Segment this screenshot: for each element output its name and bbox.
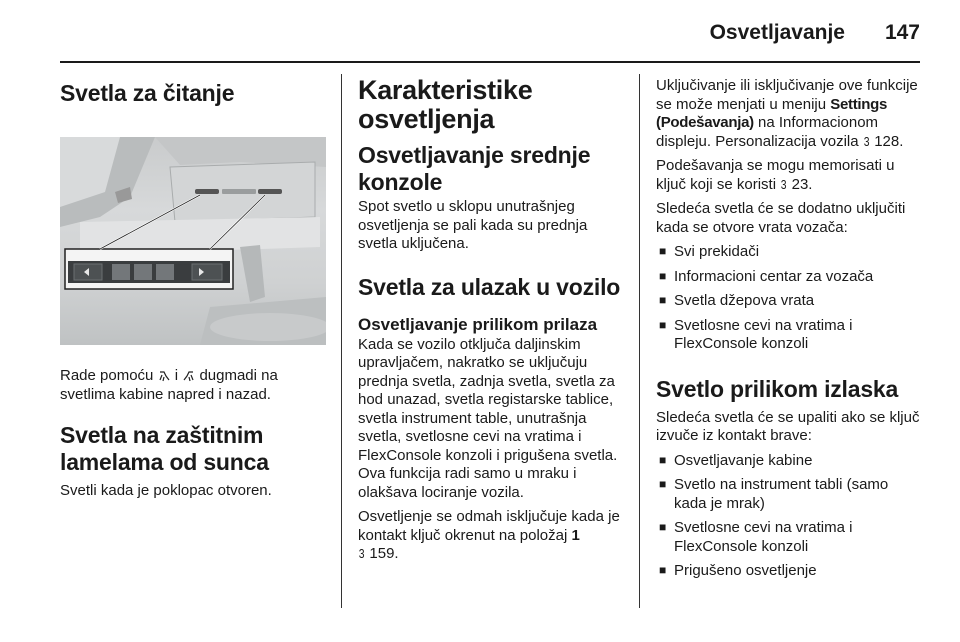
approach-text-2: Osvetljenje se odmah isključuje kada je kontakt ključ okrenut na položaj 1 3 159. — [358, 508, 620, 562]
list-item: ■ Svetlosne cevi na vratima i FlexConsole konzoli — [656, 317, 924, 354]
page-reference-link[interactable]: 128. — [874, 132, 904, 150]
approach-text: Kada se vozilo otključa daljinskim upravljačem, nakratko se uključuju prednja svetla, zadnja svetla, svetla za hod unazad, svetla registarske tablice, svetla instrument table, unutrašnja svetla, svetlosne cevi na vratima i FlexConsole konzoli i prigušena svetla. Ova funkcija radi samo u mraku i olakšava lociranje vozila. — [358, 335, 618, 501]
reading-light-left-icon — [158, 369, 171, 382]
column-divider — [639, 74, 640, 608]
subsection-title-approach: Osvetljavanje prilikom prilaza — [358, 314, 598, 334]
reading-lights-photo — [60, 137, 326, 345]
page-header — [0, 0, 960, 64]
reading-lights-text: Rade pomoću i dugmadi na svetlima kabine napred i nazad. — [60, 367, 278, 403]
page-reference-icon: 3 — [863, 133, 870, 149]
visor-lights-text: Svetli kada je poklopac otvoren. — [60, 482, 272, 499]
page-reference-icon: 3 — [358, 546, 365, 561]
page-reference-link[interactable]: 159. — [369, 545, 399, 562]
page-number: 147 — [884, 21, 920, 44]
section-title-reading-lights: Svetla za čitanje — [60, 80, 235, 106]
section-title-console: Osvetljavanje srednje konzole — [358, 142, 591, 195]
exit-lights-text: Sledeća svetla će se upaliti ako se ključ izvuče iz kontakt brave: — [656, 408, 920, 444]
column-3 — [656, 74, 924, 581]
list-item: ■ Svetlo na instrument tabli (samo kada je mrak) — [656, 476, 924, 513]
list-item: ■ Svetlosne cevi na vratima i FlexConsole konzoli — [656, 519, 924, 556]
console-text: Spot svetlo u sklopu unutrašnjeg osvetljenja se pali kada su prednja svetla uključena. — [358, 198, 588, 252]
extra-lights-list — [656, 243, 924, 354]
memorize-text: Podešavanja se mogu memorisati u ključ koji se koristi 3 23. — [656, 157, 895, 193]
chapter-title: Karakteristike osvetljenja — [358, 75, 533, 134]
list-item: ■ Prigušeno osvetljenje — [656, 562, 924, 581]
section-title-exit-lights: Svetlo prilikom izlaska — [656, 375, 899, 402]
extra-lights-text: Sledeća svetla će se dodatno uključiti kada se otvore vrata vozača: — [656, 200, 906, 236]
settings-menu-label: Settings (Podešavanja) — [656, 95, 888, 131]
reading-lights-illustration — [60, 137, 326, 345]
reading-light-right-icon — [182, 369, 195, 382]
list-item: ■ Osvetljavanje kabine — [656, 452, 924, 471]
list-item: ■ Svi prekidači — [656, 243, 924, 262]
section-title-visor-lights: Svetla na zaštitnim lamelama od sunca — [60, 422, 269, 475]
column-divider — [341, 74, 342, 608]
list-item: ■ Svetla džepova vrata — [656, 292, 924, 311]
exit-lights-list — [656, 452, 924, 581]
list-item: ■ Informacioni centar za vozača — [656, 268, 924, 287]
column-2 — [358, 74, 626, 564]
page-reference-icon: 3 — [780, 176, 787, 192]
header-rule — [60, 61, 920, 63]
section-title-entry-lights: Svetla za ulazak u vozilo — [358, 273, 621, 300]
header-title: Osvetljavanje — [709, 21, 845, 44]
column-1 — [60, 74, 326, 501]
page-reference-link[interactable]: 23. — [791, 175, 813, 193]
settings-intro-text: Uključivanje ili isključivanje ove funkcije se može menjati u meniju Settings (Podešavanja) na Informacionom displeju. Personalizacija vozila 3 128. — [656, 77, 918, 150]
